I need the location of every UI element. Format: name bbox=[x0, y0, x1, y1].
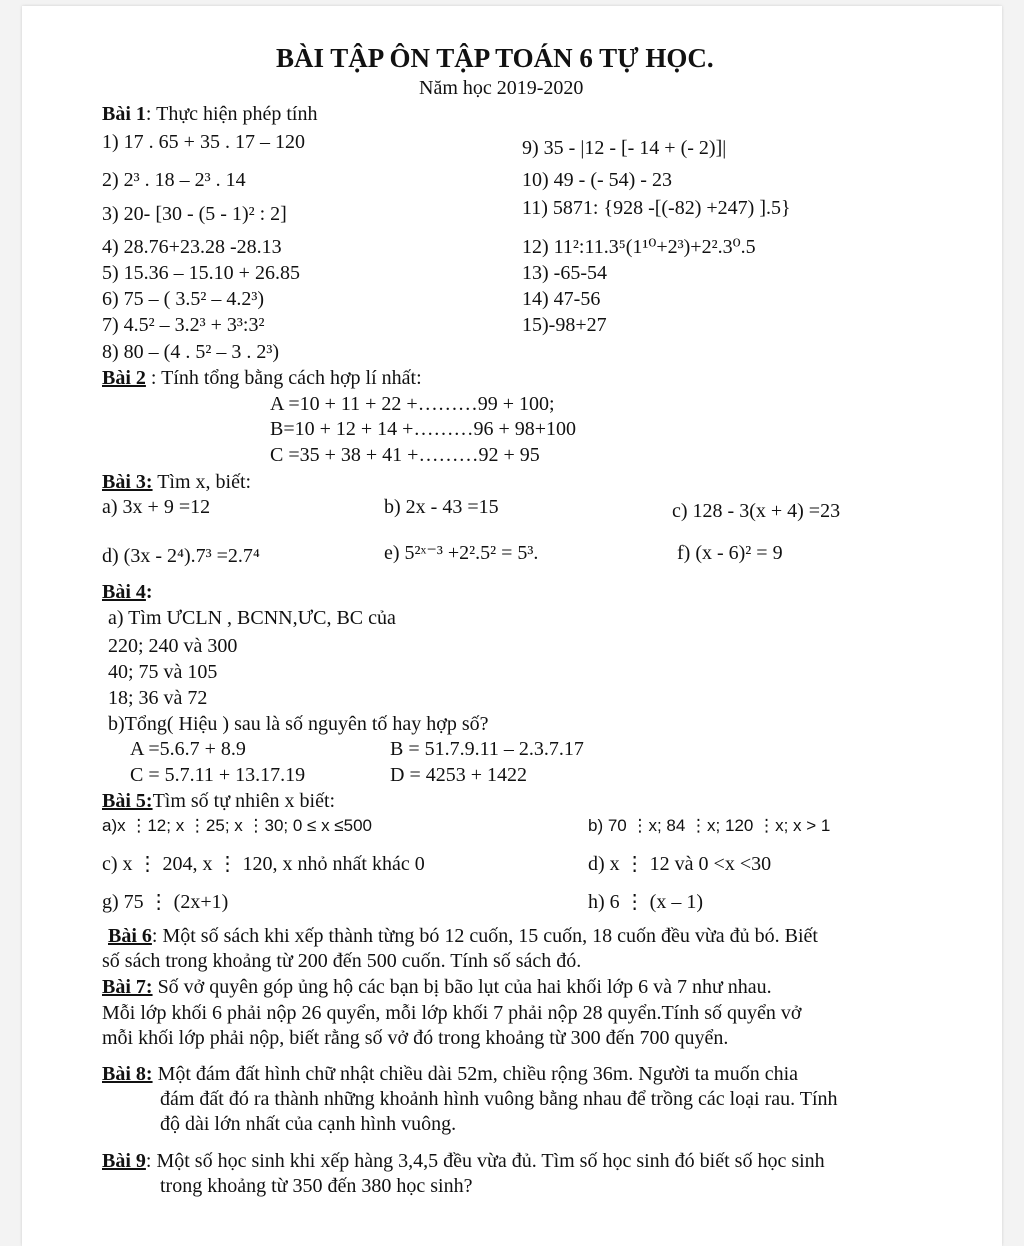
bai1-heading bbox=[102, 102, 317, 126]
bai1-item: 10) 49 - (- 54) - 23 bbox=[522, 169, 672, 191]
bai1-heading-text: : Thực hiện phép tính bbox=[145, 103, 318, 125]
bai1-item: 5) 15.36 – 15.10 + 26.85 bbox=[102, 262, 300, 284]
bai8-line: đám đất đó ra thành những khoảnh hình vuông bằng nhau để trồng các loại rau. Tính bbox=[160, 1088, 838, 1110]
bai1-item: 6) 75 – ( 3.5² – 4.2³) bbox=[102, 288, 264, 310]
bai4-suffix: : bbox=[145, 581, 153, 603]
bai1-item: 4) 28.76+23.28 -28.13 bbox=[102, 236, 282, 258]
bai6-label: Bài 6 bbox=[108, 925, 152, 947]
bai4-b-heading: b)Tổng( Hiệu ) sau là số nguyên tố hay hợp số? bbox=[108, 713, 489, 735]
bai1-item: 2) 2³ . 18 – 2³ . 14 bbox=[102, 169, 246, 191]
bai3-item: b) 2x - 43 =15 bbox=[384, 496, 499, 518]
bai9-text: : Một số học sinh khi xếp hàng 3,4,5 đều vừa đủ. Tìm số học sinh đó biết số học sinh bbox=[145, 1150, 825, 1172]
bai9-line: trong khoảng từ 350 đến 380 học sinh? bbox=[160, 1175, 473, 1197]
bai3-item: e) 5²ˣ⁻³ +2².5² = 5³. bbox=[384, 542, 539, 564]
bai3-label: Bài 3: bbox=[102, 471, 153, 493]
bai1-item: 13) -65-54 bbox=[522, 262, 607, 284]
bai7-line: mỗi khối lớp phải nộp, biết rằng số vở đó trong khoảng từ 300 đến 700 quyển. bbox=[102, 1027, 729, 1049]
bai3-heading bbox=[102, 470, 251, 494]
document-title: BÀI TẬP ÔN TẬP TOÁN 6 TỰ HỌC. bbox=[276, 43, 714, 73]
school-year: Năm học 2019-2020 bbox=[419, 77, 584, 99]
bai8-line bbox=[102, 1062, 798, 1086]
bai6-line bbox=[108, 924, 818, 948]
bai1-item: 8) 80 – (4 . 5² – 3 . 2³) bbox=[102, 341, 279, 363]
bai8-label: Bài 8: bbox=[102, 1063, 153, 1085]
bai4-a-item: 40; 75 và 105 bbox=[108, 661, 218, 683]
bai3-heading-text: Tìm x, biết: bbox=[152, 471, 252, 493]
bai8-line: độ dài lớn nhất của cạnh hình vuông. bbox=[160, 1113, 457, 1135]
bai9-line bbox=[102, 1149, 825, 1173]
bai3-item: c) 128 - 3(x + 4) =23 bbox=[672, 500, 841, 522]
bai6-text: : Một số sách khi xếp thành từng bó 12 cuốn, 15 cuốn, 18 cuốn đều vừa đủ bó. Biết bbox=[151, 925, 818, 947]
bai5-item: c) x ⋮ 204, x ⋮ 120, x nhỏ nhất khác 0 bbox=[102, 853, 425, 875]
bai5-heading bbox=[102, 789, 335, 813]
bai5-item: d) x ⋮ 12 và 0 <x <30 bbox=[588, 853, 772, 875]
bai1-item: 11) 5871: {928 -[(-82) +247) ].5} bbox=[522, 197, 791, 219]
bai1-item: 3) 20- [30 - (5 - 1)² : 2] bbox=[102, 203, 287, 225]
bai2-item: B=10 + 12 + 14 +………96 + 98+100 bbox=[270, 418, 577, 440]
bai1-item: 7) 4.5² – 3.2³ + 3³:3² bbox=[102, 314, 265, 336]
bai4-b-item: C = 5.7.11 + 13.17.19 bbox=[130, 764, 306, 786]
bai4-b-item: D = 4253 + 1422 bbox=[390, 764, 528, 786]
bai7-label: Bài 7: bbox=[102, 976, 153, 998]
bai1-item: 1) 17 . 65 + 35 . 17 – 120 bbox=[102, 131, 305, 153]
bai8-text: Một đám đất hình chữ nhật chiều dài 52m, chiều rộng 36m. Người ta muốn chia bbox=[152, 1063, 799, 1085]
bai4-a-item: 18; 36 và 72 bbox=[108, 687, 208, 709]
bai4-b-item: A =5.6.7 + 8.9 bbox=[130, 738, 246, 760]
bai6-line: số sách trong khoảng từ 200 đến 500 cuốn. Tính số sách đó. bbox=[102, 950, 582, 972]
bai3-item: d) (3x - 2⁴).7³ =2.7⁴ bbox=[102, 545, 260, 567]
bai5-item: a)x ⋮12; x ⋮25; x ⋮30; 0 ≤ x ≤500 bbox=[102, 816, 372, 835]
bai3-item: f) (x - 6)² = 9 bbox=[677, 542, 783, 564]
bai1-item: 12) 11²:11.3⁵(1¹⁰+2³)+2².3⁰.5 bbox=[522, 236, 756, 258]
bai1-item: 15)-98+27 bbox=[522, 314, 607, 336]
bai2-label: Bài 2 bbox=[102, 367, 146, 389]
bai4-a-item: 220; 240 và 300 bbox=[108, 635, 238, 657]
bai2-heading-text: : Tính tổng bằng cách hợp lí nhất: bbox=[145, 367, 422, 389]
bai1-item: 14) 47-56 bbox=[522, 288, 601, 310]
bai7-line: Mỗi lớp khối 6 phải nộp 26 quyển, mỗi lớp khối 7 phải nộp 28 quyển.Tính số quyển vở bbox=[102, 1002, 802, 1024]
bai4-a-heading: a) Tìm ƯCLN , BCNN,ƯC, BC của bbox=[108, 607, 396, 629]
bai5-label: Bài 5: bbox=[102, 790, 153, 812]
bai2-heading bbox=[102, 366, 422, 390]
bai5-heading-text: Tìm số tự nhiên x biết: bbox=[152, 790, 336, 812]
bai4-label: Bài 4 bbox=[102, 581, 146, 603]
bai4-heading bbox=[102, 580, 153, 604]
bai5-item: b) 70 ⋮x; 84 ⋮x; 120 ⋮x; x > 1 bbox=[588, 816, 831, 835]
bai7-text: Số vở quyên góp ủng hộ các bạn bị bão lụt của hai khối lớp 6 và 7 như nhau. bbox=[152, 976, 772, 998]
bai3-item: a) 3x + 9 =12 bbox=[102, 496, 211, 518]
bai5-item: h) 6 ⋮ (x – 1) bbox=[588, 891, 703, 913]
bai5-item: g) 75 ⋮ (2x+1) bbox=[102, 891, 229, 913]
document-page bbox=[22, 6, 1002, 1246]
bai7-line bbox=[102, 975, 772, 999]
bai2-item: C =35 + 38 + 41 +………92 + 95 bbox=[270, 444, 540, 466]
bai1-item: 9) 35 - |12 - [- 14 + (- 2)]| bbox=[522, 137, 727, 159]
bai4-b-item: B = 51.7.9.11 – 2.3.7.17 bbox=[390, 738, 584, 760]
bai1-label: Bài 1 bbox=[102, 103, 146, 125]
bai2-item: A =10 + 11 + 22 +………99 + 100; bbox=[270, 393, 555, 415]
bai9-label: Bài 9 bbox=[102, 1150, 146, 1172]
